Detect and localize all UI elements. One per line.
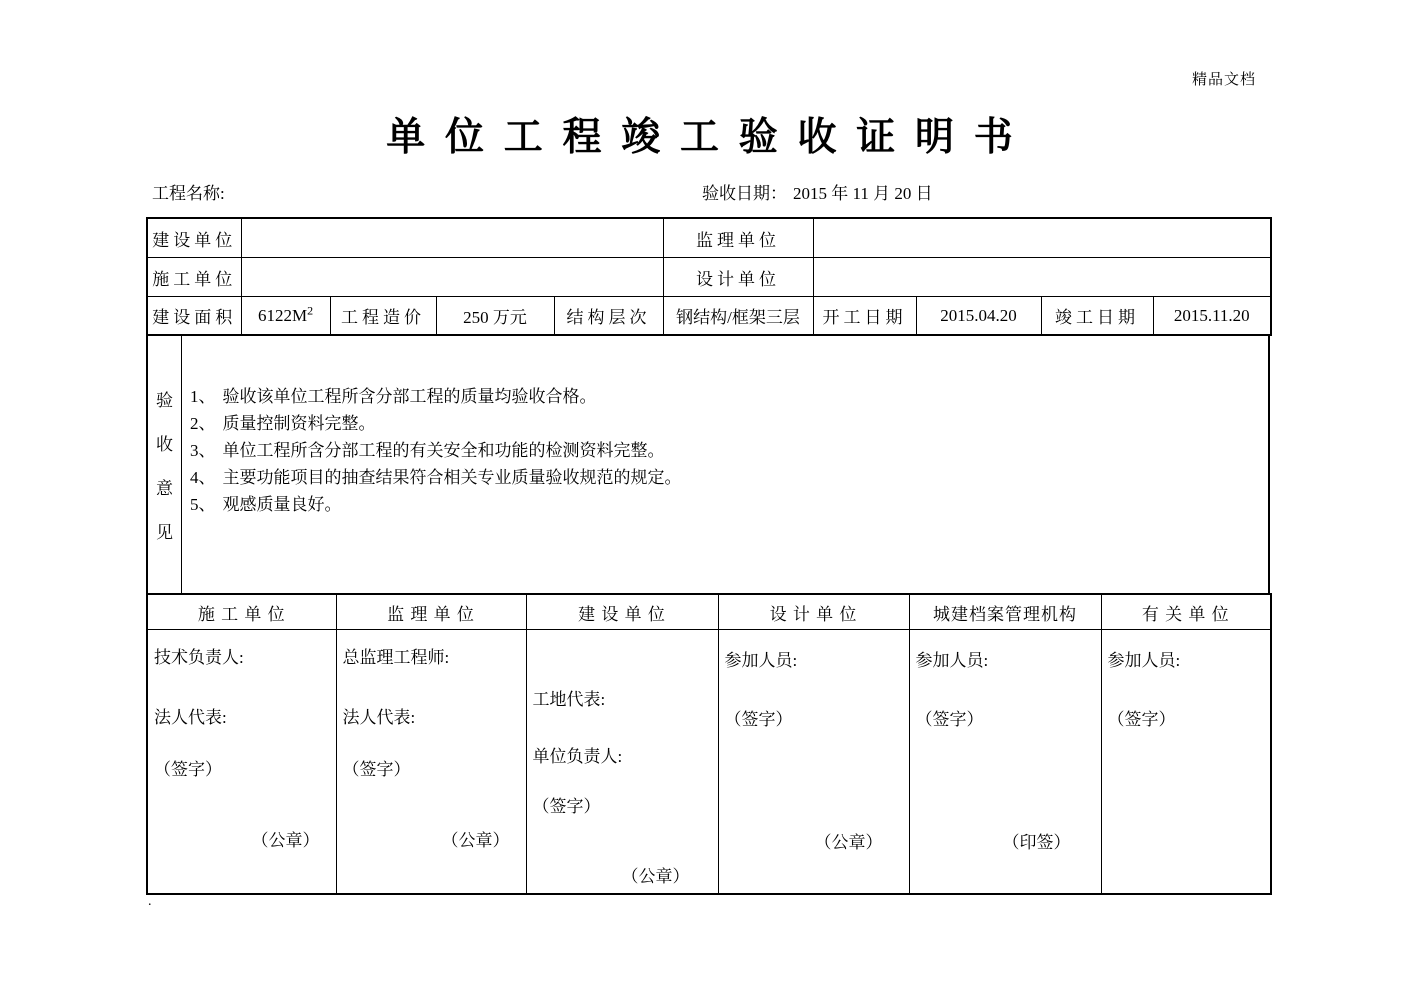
signature-body-row xyxy=(147,630,1271,895)
design-unit-value[interactable] xyxy=(813,258,1271,297)
acceptance-opinion-vertical-label xyxy=(148,336,182,593)
project-info-table xyxy=(146,217,1272,336)
opinion-label-char: 意 xyxy=(156,479,173,498)
structure-level-label: 结构层次 xyxy=(554,297,663,336)
opinion-label-char: 验 xyxy=(156,391,173,410)
finish-date-label: 竣工日期 xyxy=(1041,297,1153,336)
acceptance-date-label: 验收日期： xyxy=(702,184,787,203)
technical-director-label: 技术负责人: xyxy=(154,648,244,667)
signature-placeholder: （签字） xyxy=(724,710,793,729)
sign-cell-supervision[interactable] xyxy=(336,630,526,895)
structure-level-value: 钢结构/框架三层 xyxy=(663,297,813,336)
acceptance-date-value: 2015 年 11 月 20 日 xyxy=(793,184,933,203)
sign-cell-design[interactable] xyxy=(718,630,909,895)
document-body xyxy=(146,217,1270,895)
signature-placeholder: （签字） xyxy=(915,710,984,729)
design-unit-label: 设计单位 xyxy=(663,258,813,297)
info-line xyxy=(146,179,1270,203)
sign-header-construction: 施 工 单 位 xyxy=(147,594,336,630)
sign-header-design: 设 计 单 位 xyxy=(718,594,909,630)
construction-unit-label: 建设单位 xyxy=(147,218,241,258)
participants-label: 参加人员: xyxy=(915,651,989,670)
sign-cell-archives[interactable] xyxy=(909,630,1101,895)
acceptance-opinion-body xyxy=(182,336,1268,593)
opinion-item: 3、 单位工程所含分部工程的有关安全和功能的检测资料完整。 xyxy=(190,441,665,460)
supervision-unit-value[interactable] xyxy=(813,218,1271,258)
participants-label: 参加人员: xyxy=(724,651,798,670)
opinion-item: 4、 主要功能项目的抽查结果符合相关专业质量验收规范的规定。 xyxy=(190,468,682,487)
chief-supervisor-label: 总监理工程师: xyxy=(342,648,450,667)
sign-header-client: 建 设 单 位 xyxy=(526,594,718,630)
project-name-label: 工程名称: xyxy=(152,184,225,203)
signature-placeholder: （签字） xyxy=(154,760,222,779)
area-superscript: 2 xyxy=(307,302,314,317)
unit-director-label: 单位负责人: xyxy=(532,747,623,766)
signature-placeholder: （签字） xyxy=(1107,710,1176,729)
signature-header-row xyxy=(147,594,1271,630)
start-date-label: 开工日期 xyxy=(813,297,916,336)
official-seal-placeholder: （公章） xyxy=(814,833,883,852)
finish-date-value: 2015.11.20 xyxy=(1153,297,1271,336)
signature-table xyxy=(146,593,1272,895)
table-row xyxy=(147,218,1271,258)
opinion-item: 5、 观感质量良好。 xyxy=(190,495,342,514)
table-row xyxy=(147,297,1271,336)
watermark-label: 精品文档 xyxy=(1192,72,1257,88)
site-representative-label: 工地代表: xyxy=(532,690,606,709)
project-cost-label: 工程造价 xyxy=(330,297,436,336)
table-row xyxy=(147,258,1271,297)
sign-header-related: 有 关 单 位 xyxy=(1101,594,1271,630)
build-area-label: 建设面积 xyxy=(147,297,241,336)
opinion-item: 2、 质量控制资料完整。 xyxy=(190,414,376,433)
seal-stamp-placeholder: （印签） xyxy=(1002,833,1071,852)
official-seal-placeholder: （公章） xyxy=(441,831,510,850)
sign-header-archives: 城建档案管理机构 xyxy=(909,594,1101,630)
sign-header-supervision: 监 理 单 位 xyxy=(336,594,526,630)
builder-unit-value[interactable] xyxy=(241,258,663,297)
legal-representative-label: 法人代表: xyxy=(154,708,227,727)
document-title: 单 位 工 程 竣 工 验 收 证 明 书 xyxy=(386,116,1018,159)
legal-representative-label: 法人代表: xyxy=(342,708,416,727)
acceptance-opinion-section xyxy=(146,334,1270,595)
construction-unit-value[interactable] xyxy=(241,218,663,258)
trailing-period: . xyxy=(148,894,152,909)
participants-label: 参加人员: xyxy=(1107,651,1181,670)
supervision-unit-label: 监理单位 xyxy=(663,218,813,258)
sign-cell-construction[interactable] xyxy=(147,630,336,895)
start-date-value: 2015.04.20 xyxy=(916,297,1041,336)
opinion-label-char: 收 xyxy=(156,435,173,454)
official-seal-placeholder: （公章） xyxy=(621,867,690,886)
project-cost-value: 250 万元 xyxy=(436,297,554,336)
build-area-value: $6122M^2$ xyxy=(241,297,330,336)
opinion-label-char: 见 xyxy=(156,523,173,542)
opinion-item: 1、 验收该单位工程所含分部工程的质量均验收合格。 xyxy=(190,387,597,406)
signature-placeholder: （签字） xyxy=(342,760,411,779)
sign-cell-client[interactable] xyxy=(526,630,718,895)
signature-placeholder: （签字） xyxy=(532,797,601,816)
builder-unit-label: 施工单位 xyxy=(147,258,241,297)
official-seal-placeholder: （公章） xyxy=(251,831,320,850)
sign-cell-related[interactable] xyxy=(1101,630,1271,895)
